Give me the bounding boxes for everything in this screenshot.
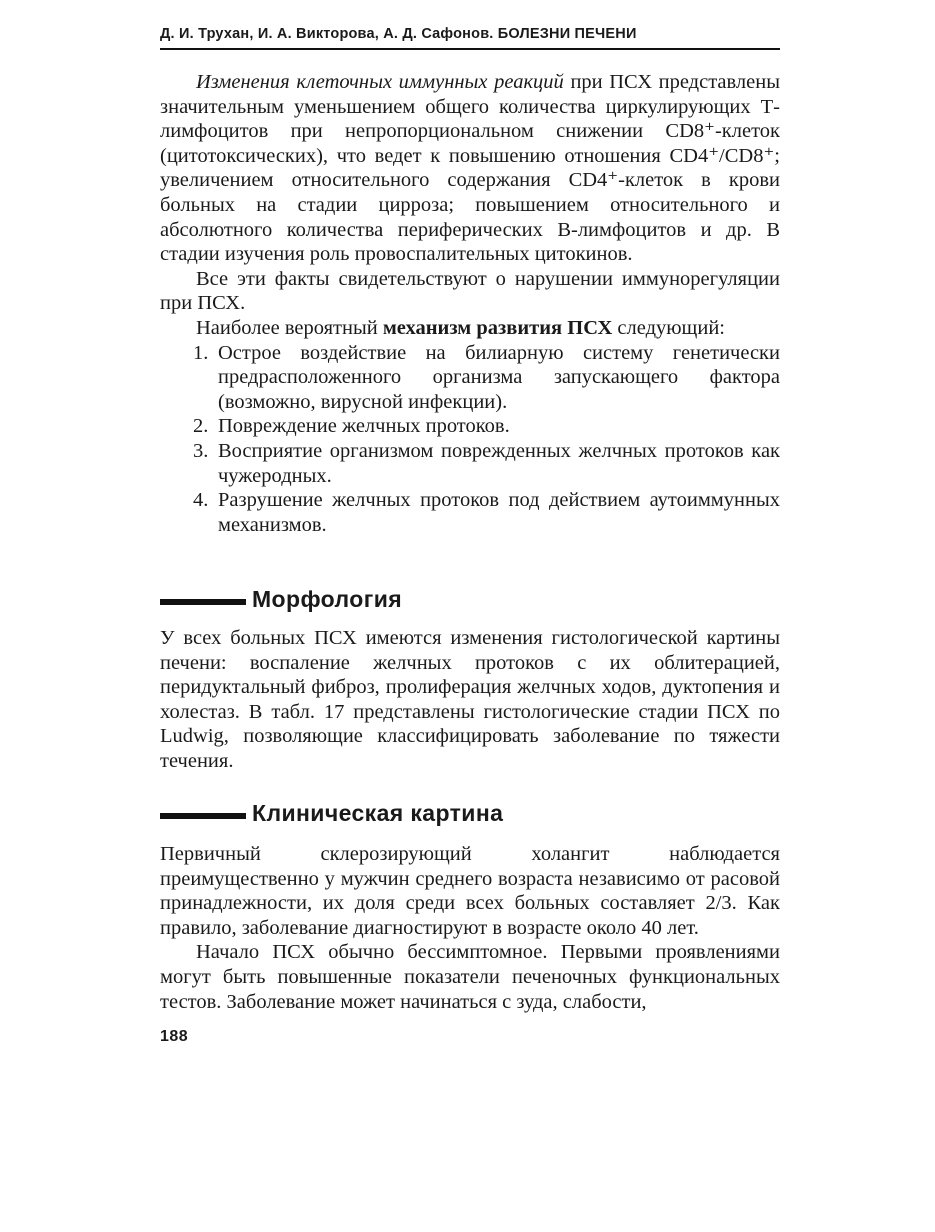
list-item [160, 341, 780, 415]
section-heading-morphology [160, 586, 780, 620]
paragraph-immunoregulation: Все эти факты свидетельствуют о нарушении иммунорегуляции при ПСХ. [160, 267, 780, 315]
list-item [160, 488, 780, 537]
section-title: Клиническая картина [252, 800, 504, 826]
bold-term: механизм развития ПСХ [382, 316, 613, 339]
morphology-block [160, 626, 780, 774]
mechanism-list [160, 341, 780, 538]
text-span: Наиболее вероятный [196, 316, 383, 339]
running-head: Д. И. Трухан, И. А. Викторова, А. Д. Сафонов. БОЛЕЗНИ ПЕЧЕНИ [160, 26, 637, 42]
intro-block [160, 70, 780, 537]
paragraph-text: при ПСХ представлены значительным уменьшением общего количества циркулирующих Т-лимфоцитов при непропорциональном снижении CD8⁺-клеток (цитотоксических), что ведет к повышению отношения CD4⁺/CD8⁺; увеличением относительного содержания CD4⁺-клеток в крови больных на стадии цирроза; повышением относительного и абсолютного количества периферических В-лимфоцитов и др. В стадии изучения роль провоспалительных цитокинов. [160, 71, 780, 266]
page-number: 188 [160, 1028, 189, 1045]
list-item [160, 439, 780, 488]
paragraph-immune-reactions [160, 70, 780, 267]
list-number: 2. [193, 415, 209, 438]
paragraph-clinical-epidemiology: Первичный склерозирующий холангит наблюдается преимущественно у мужчин среднего возраста независимо от расовой принадлежности, их доля среди всех больных составляет 2/3. Как правило, заболевание диагностируют в возрасте около 40 лет. [160, 843, 780, 939]
paragraph-morphology: У всех больных ПСХ имеются изменения гистологической картины печени: воспаление желчных протоков с их облитерацией, перидуктальный фиброз, пролиферация желчных ходов, дуктопения и холестаз. В табл. 17 представлены гистологические стадии ПСХ по Ludwig, позволяющие классифицировать заболевание по тяжести течения. [160, 627, 780, 772]
italic-lead: Изменения клеточных иммунных реакций [196, 71, 564, 93]
list-number: 4. [193, 489, 209, 512]
list-number: 1. [193, 341, 209, 364]
paragraph-mechanism-intro [160, 316, 780, 341]
list-item-text: Повреждение желчных протоков. [218, 415, 510, 438]
header-rule [160, 48, 780, 50]
list-item-text: Острое воздействие на билиарную систему генетически предрасположенного организма запускающего фактора (возможно, вирусной инфекции). [218, 341, 780, 413]
clinical-block [160, 842, 780, 1014]
list-item [160, 414, 780, 439]
paragraph-clinical-onset: Начало ПСХ обычно бессимптомное. Первыми проявлениями могут быть повышенные показатели печеночных функциональных тестов. Заболевание может начинаться с зуда, слабости, [160, 941, 780, 1013]
heading-bar [160, 599, 246, 605]
list-item-text: Разрушение желчных протоков под действием аутоиммунных механизмов. [218, 489, 780, 536]
list-number: 3. [193, 439, 209, 462]
section-heading-clinical [160, 800, 780, 834]
section-title: Морфология [252, 586, 403, 612]
heading-bar [160, 813, 246, 819]
list-item-text: Восприятие организмом поврежденных желчных протоков как чужеродных. [218, 439, 780, 487]
text-span: следующий: [612, 316, 725, 339]
